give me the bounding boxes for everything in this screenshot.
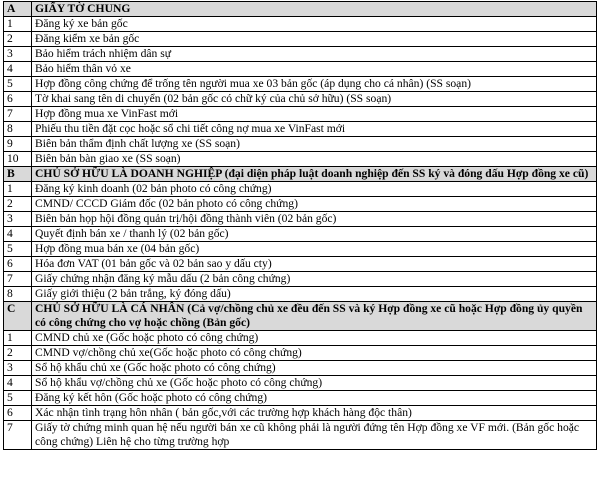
table-row: [4, 406, 597, 421]
table-row: [4, 361, 597, 376]
row-number: 7: [4, 107, 32, 122]
row-text: Tờ khai sang tên di chuyển (02 bản gốc có chữ ký của chủ sở hữu) (SS soạn): [32, 92, 597, 107]
row-number: 2: [4, 197, 32, 212]
row-text: Giấy chứng nhận đăng ký mẫu dấu (2 bản công chứng): [32, 272, 597, 287]
row-text: Đăng ký kết hôn (Gốc hoặc photo có công chứng): [32, 391, 597, 406]
row-text: Bảo hiểm thân vỏ xe: [32, 62, 597, 77]
table-row: [4, 152, 597, 167]
table-row: [4, 331, 597, 346]
table-row: [4, 32, 597, 47]
row-text: Biên bản thẩm định chất lượng xe (SS soạn): [32, 137, 597, 152]
table-row: [4, 137, 597, 152]
row-number: 10: [4, 152, 32, 167]
table-row: [4, 257, 597, 272]
table-row: [4, 242, 597, 257]
table-row: [4, 47, 597, 62]
table-row: [4, 17, 597, 32]
row-text: Quyết định bán xe / thanh lý (02 bản gốc): [32, 227, 597, 242]
section-header: [4, 2, 597, 17]
row-number: 4: [4, 227, 32, 242]
row-text: Đăng ký kinh doanh (02 bản photo có công chứng): [32, 182, 597, 197]
row-text: Biên bản bàn giao xe (SS soạn): [32, 152, 597, 167]
table-row: [4, 197, 597, 212]
row-number: 3: [4, 212, 32, 227]
row-number: 8: [4, 287, 32, 302]
row-number: 1: [4, 182, 32, 197]
row-number: 2: [4, 32, 32, 47]
row-number: 9: [4, 137, 32, 152]
row-number: 4: [4, 62, 32, 77]
row-number: 7: [4, 272, 32, 287]
row-text: CMND/ CCCD Giám đốc (02 bản photo có công chứng): [32, 197, 597, 212]
row-text: CMND vợ/chồng chủ xe(Gốc hoặc photo có công chứng): [32, 346, 597, 361]
row-number: 8: [4, 122, 32, 137]
row-text: CMND chủ xe (Gốc hoặc photo có công chứng): [32, 331, 597, 346]
row-text: Đăng kiểm xe bản gốc: [32, 32, 597, 47]
table-row: [4, 122, 597, 137]
table-row: [4, 376, 597, 391]
row-text: Bảo hiểm trách nhiệm dân sự: [32, 47, 597, 62]
table-row: [4, 182, 597, 197]
row-text: Đăng ký xe bản gốc: [32, 17, 597, 32]
row-text: Biên bản họp hội đồng quản trị/hội đồng thành viên (02 bản gốc): [32, 212, 597, 227]
table-row: [4, 346, 597, 361]
row-number: 6: [4, 257, 32, 272]
row-text: Sổ hộ khẩu chủ xe (Gốc hoặc photo có công chứng): [32, 361, 597, 376]
row-text: Giấy giới thiệu (2 bản trắng, ký đóng dấu): [32, 287, 597, 302]
table-row: [4, 272, 597, 287]
table-row: [4, 212, 597, 227]
row-number: 1: [4, 17, 32, 32]
row-number: 3: [4, 361, 32, 376]
row-number: 5: [4, 391, 32, 406]
document-table: [3, 1, 597, 450]
row-text: Hợp đồng mua xe VinFast mới: [32, 107, 597, 122]
row-number: 5: [4, 242, 32, 257]
row-text: Hợp đồng mua bán xe (04 bản gốc): [32, 242, 597, 257]
section-letter: A: [4, 2, 32, 17]
section-letter: C: [4, 302, 32, 331]
table-row: [4, 107, 597, 122]
section-title: GIẤY TỜ CHUNG: [32, 2, 597, 17]
section-header: [4, 167, 597, 182]
row-number: 6: [4, 406, 32, 421]
row-number: 5: [4, 77, 32, 92]
document-table-body: [4, 2, 597, 450]
table-row: [4, 227, 597, 242]
row-text: Hóa đơn VAT (01 bản gốc và 02 bản sao y dấu cty): [32, 257, 597, 272]
row-number: 3: [4, 47, 32, 62]
section-header: [4, 302, 597, 331]
row-number: 7: [4, 421, 32, 450]
table-row: [4, 77, 597, 92]
row-number: 4: [4, 376, 32, 391]
section-title: CHỦ SỞ HỮU LÀ DOANH NGHIỆP (đại diện pháp luật doanh nghiệp đến SS ký và đóng dấu Hợp đồng xe cũ): [32, 167, 597, 182]
row-number: 6: [4, 92, 32, 107]
row-number: 1: [4, 331, 32, 346]
table-row: [4, 92, 597, 107]
row-text: Xác nhận tình trạng hôn nhân ( bản gốc,với các trường hợp khách hàng độc thân): [32, 406, 597, 421]
table-row: [4, 391, 597, 406]
table-row: [4, 421, 597, 450]
table-row: [4, 62, 597, 77]
section-title: CHỦ SỞ HỮU LÀ CÁ NHÂN (Cả vợ/chồng chủ xe đều đến SS và ký Hợp đồng xe cũ hoặc Hợp đồng ủy quyền có công chứng cho vợ hoặc chồng (Bản gốc): [32, 302, 597, 331]
row-text: Hợp đồng công chứng để trống tên người mua xe 03 bản gốc (áp dụng cho cá nhân) (SS soạn): [32, 77, 597, 92]
section-letter: B: [4, 167, 32, 182]
row-number: 2: [4, 346, 32, 361]
row-text: Giấy tờ chứng minh quan hệ nếu người bán xe cũ không phải là người đứng tên Hợp đồng xe VF mới. (Bản gốc hoặc công chứng) Liên hệ cho từng trường hợp: [32, 421, 597, 450]
row-text: Phiếu thu tiền đặt cọc hoặc sổ chi tiết công nợ mua xe VinFast mới: [32, 122, 597, 137]
row-text: Sổ hộ khẩu vợ/chồng chủ xe (Gốc hoặc photo có công chứng): [32, 376, 597, 391]
table-row: [4, 287, 597, 302]
